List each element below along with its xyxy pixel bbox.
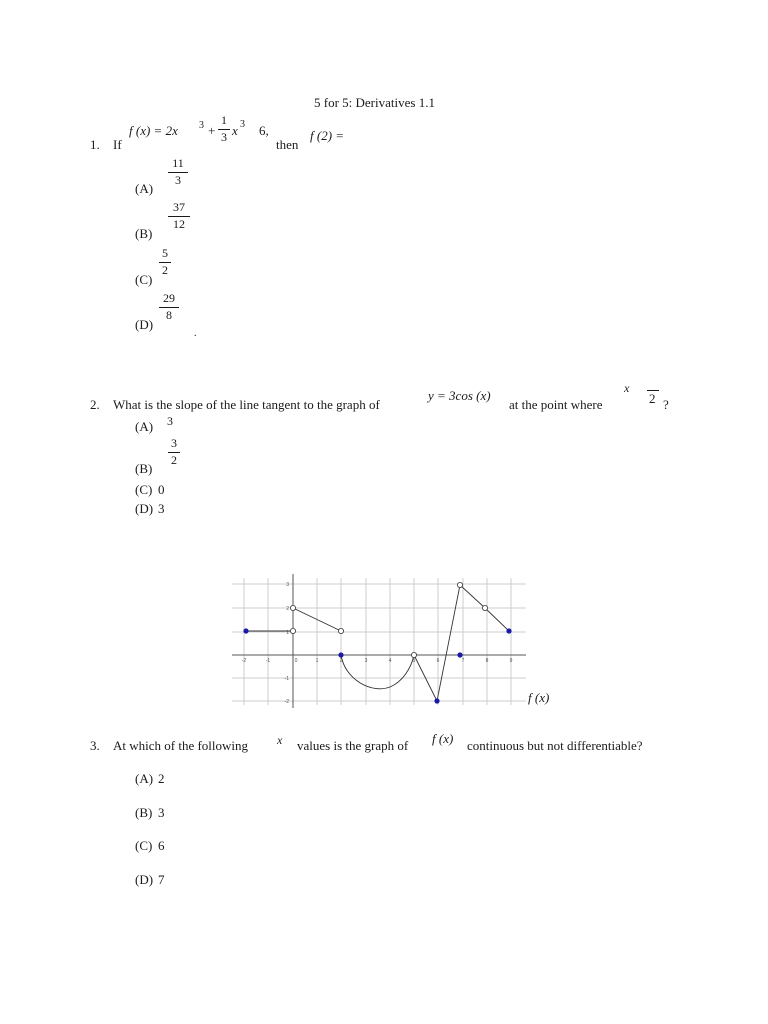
fraction-numerator: 5 bbox=[162, 246, 168, 260]
plus-sign: + bbox=[208, 123, 216, 138]
y-tick-label: 2 bbox=[286, 606, 289, 612]
x-tick-label: 3 bbox=[364, 658, 368, 664]
page-title: 5 for 5: Derivatives 1.1 bbox=[314, 95, 435, 110]
y-tick-label: 1 bbox=[286, 630, 289, 636]
function-curve bbox=[246, 585, 509, 701]
choice-value: 7 bbox=[158, 872, 165, 887]
fraction-numerator: 37 bbox=[173, 200, 185, 214]
x-tick-label: 5 bbox=[412, 658, 416, 664]
y-tick-label: 3 bbox=[286, 582, 289, 588]
x-tick-label: 8 bbox=[485, 658, 489, 664]
function-reference: f (x) bbox=[432, 731, 454, 746]
question-text: At which of the following bbox=[113, 738, 249, 753]
choice-value: 2 bbox=[158, 771, 165, 786]
closed-point bbox=[434, 698, 439, 703]
curve-segment bbox=[460, 585, 485, 608]
question-number: 1. bbox=[90, 137, 100, 152]
curve-segment bbox=[437, 585, 460, 701]
fraction-denominator: 2 bbox=[171, 453, 177, 467]
choice-label: (C) bbox=[135, 272, 153, 287]
choice-label: (B) bbox=[135, 805, 153, 820]
choice-fraction bbox=[159, 247, 171, 277]
if-word: If bbox=[113, 137, 122, 152]
x-tick-label: 7 bbox=[461, 658, 465, 664]
choice-value: 0 bbox=[158, 482, 165, 497]
x-tick-label: 9 bbox=[509, 658, 513, 664]
closed-point bbox=[457, 652, 462, 657]
fraction-denominator: 3 bbox=[175, 173, 181, 187]
x-tick-label: -1 bbox=[265, 658, 271, 664]
question-number: 3. bbox=[90, 738, 100, 753]
evaluation-expression: f (2) = bbox=[310, 128, 345, 143]
fraction-denominator: 2 bbox=[649, 391, 656, 406]
fraction-numerator: 29 bbox=[163, 291, 175, 305]
x-tick-label: 0 bbox=[294, 658, 298, 664]
constant-term: 6, bbox=[259, 123, 269, 138]
choice-label: (A) bbox=[135, 771, 154, 786]
fraction-denominator: 8 bbox=[166, 308, 172, 322]
x-tick-label: 2 bbox=[339, 658, 343, 664]
x-tick-label: 6 bbox=[436, 658, 440, 664]
choice-fraction bbox=[168, 157, 188, 187]
choice-label: (D) bbox=[135, 501, 154, 516]
question-number: 2. bbox=[90, 397, 100, 412]
x-tick-label: 1 bbox=[315, 658, 319, 664]
open-point bbox=[482, 605, 487, 610]
open-point bbox=[290, 628, 295, 633]
variable-x: x bbox=[277, 733, 283, 747]
x-tick-label: 4 bbox=[388, 658, 392, 664]
choice-label: (A) bbox=[135, 181, 154, 196]
function-graph bbox=[230, 570, 530, 712]
variable-x: x bbox=[624, 381, 630, 395]
grid bbox=[232, 578, 526, 705]
question-text: at the point where bbox=[509, 397, 603, 412]
function-label: f (x) bbox=[528, 690, 550, 705]
open-point bbox=[457, 582, 462, 587]
choice-label: (D) bbox=[135, 872, 154, 887]
choice-label: (B) bbox=[135, 461, 153, 476]
fraction-denominator: 12 bbox=[173, 217, 185, 231]
question-text: continuous but not differentiable? bbox=[467, 738, 643, 753]
then-word: then bbox=[276, 137, 299, 152]
open-point bbox=[290, 605, 295, 610]
closed-point bbox=[338, 652, 343, 657]
exponent: 3 bbox=[240, 119, 245, 130]
question-mark: ? bbox=[663, 397, 669, 412]
choice-fraction bbox=[168, 437, 180, 467]
choice-fraction bbox=[159, 292, 179, 322]
question-text: What is the slope of the line tangent to the graph of bbox=[113, 397, 380, 412]
choice-label: (A) bbox=[135, 419, 154, 434]
function-definition: f (x) = 2x bbox=[129, 123, 178, 138]
choice-label: (D) bbox=[135, 317, 154, 332]
variable-x: x bbox=[232, 123, 238, 138]
stray-mark: . bbox=[194, 328, 197, 339]
exponent: 3 bbox=[199, 120, 204, 131]
x-tick-label: -2 bbox=[241, 658, 247, 664]
choice-value: 6 bbox=[158, 838, 165, 853]
y-tick-label: -1 bbox=[284, 676, 289, 682]
curve-segment bbox=[341, 655, 414, 689]
choice-label: (C) bbox=[135, 838, 153, 853]
y-tick-label: -2 bbox=[284, 699, 289, 705]
choice-value: 3 bbox=[167, 414, 173, 428]
closed-point bbox=[243, 628, 248, 633]
fraction-numerator: 1 bbox=[221, 113, 227, 127]
curve-segment bbox=[485, 608, 509, 631]
fraction-coefficient bbox=[218, 114, 230, 144]
choice-fraction bbox=[168, 201, 190, 231]
closed-point bbox=[506, 628, 511, 633]
fraction-denominator: 3 bbox=[221, 130, 227, 144]
tick-labels bbox=[242, 582, 513, 705]
closed-points bbox=[243, 628, 511, 703]
choice-label: (B) bbox=[135, 226, 153, 241]
choice-label: (C) bbox=[135, 482, 153, 497]
equation: y = 3cos (x) bbox=[428, 388, 491, 403]
question-text: values is the graph of bbox=[297, 738, 409, 753]
fraction-numerator: 3 bbox=[171, 436, 177, 450]
fraction-numerator: 11 bbox=[172, 156, 184, 170]
fraction-denominator: 2 bbox=[162, 263, 168, 277]
open-point bbox=[411, 652, 416, 657]
choice-value: 3 bbox=[158, 805, 165, 820]
choice-value: 3 bbox=[158, 501, 165, 516]
open-point bbox=[338, 628, 343, 633]
